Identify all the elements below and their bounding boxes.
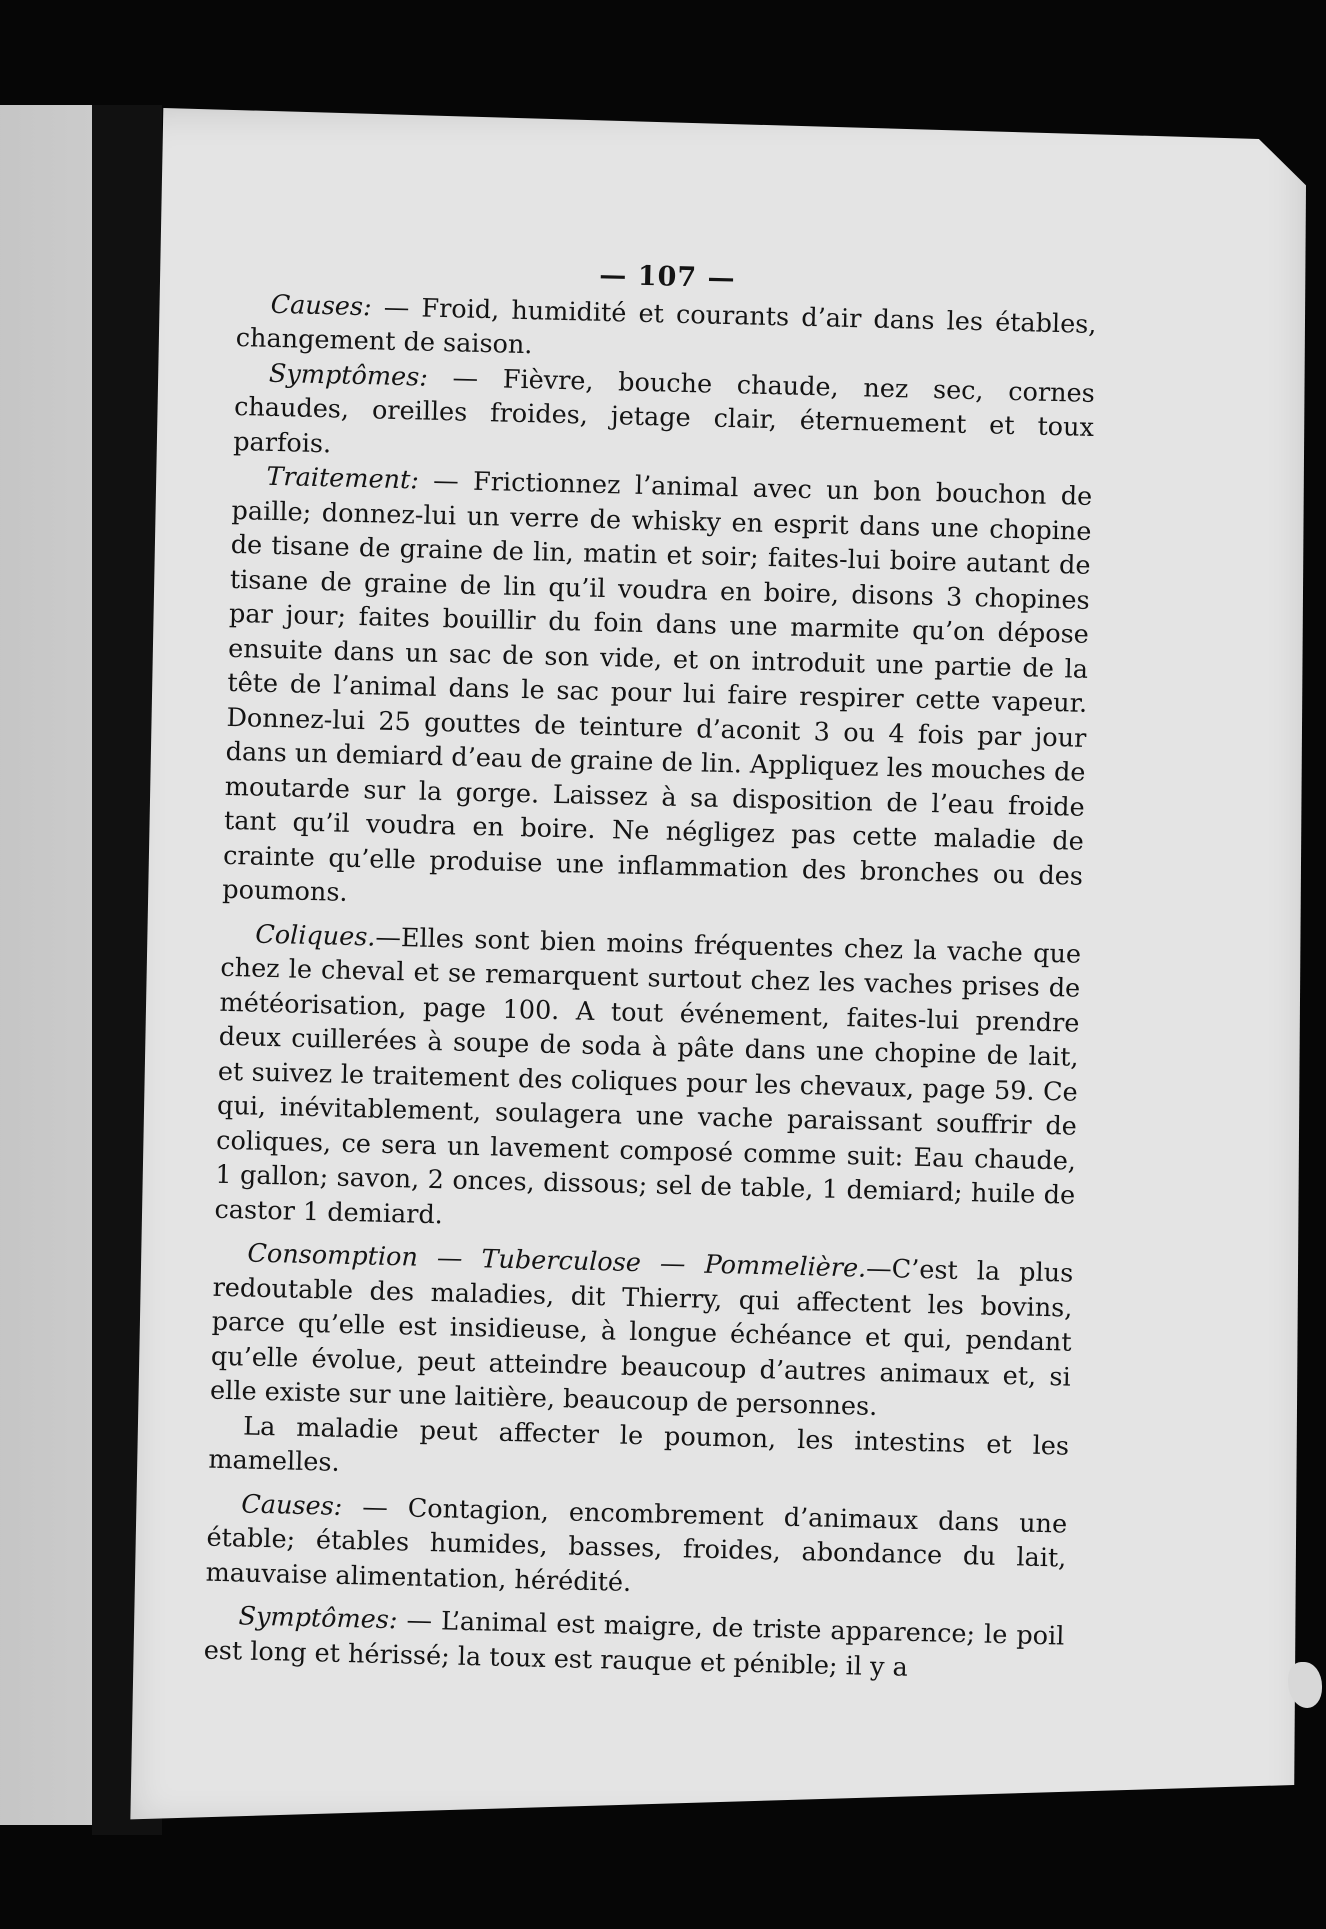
paragraph-consomption bbox=[210, 1236, 1074, 1429]
paragraph-label: Coliques. bbox=[254, 919, 376, 953]
paragraph-label: Causes: bbox=[270, 289, 373, 322]
paragraph-label: Traitement: bbox=[266, 461, 420, 496]
paragraph-causes-2 bbox=[205, 1486, 1067, 1610]
paragraph-text: — Froid, humidité et courants d’air dans les étables, changement de saison. bbox=[235, 291, 1097, 361]
page-number: — 107 — bbox=[599, 259, 736, 295]
paragraph-text: —C’est la plus redoutable des maladies, dit Thierry, qui affectent les bovins, parce qu’elle est insidieuse, à longue échéance et qui, pendant qu’elle évolue, peut atteindre beaucoup d’autres animaux et, si elle existe sur une laitière, beaucoup de personnes. bbox=[209, 1253, 1074, 1422]
paragraph-label: Symptômes: bbox=[268, 358, 429, 393]
paragraph-label: Causes: bbox=[240, 1488, 343, 1522]
paragraph-text: — Contagion, encombrement d’animaux dans une étable; étables humides, basses, froides, abondance du lait, mauvaise alimentation, hérédité. bbox=[205, 1491, 1068, 1598]
paragraph-label: Consomption — Tuberculose — Pommelière. bbox=[247, 1238, 867, 1284]
paragraph-label: Symptômes: bbox=[238, 1601, 398, 1636]
paragraph-text: — Frictionnez l’animal avec un bon bouchon de paille; donnez-lui un verre de whisky en esprit dans une chopine de tisane de graine de lin, matin et soir; faites-lui boire autant de tisane de graine de lin qu’il voudra en boire, disons 3 chopines par jour; faites bouillir du foin dans une marmite qu’on dépose ensuite dans un sac de son vide, et on introduit une partie de la tête de l’animal dans le sac pour lui faire respirer cette vapeur. Donnez-lui 25 gouttes de teinture d’aconit 3 ou 4 fois par jour dans un demiard d’eau de graine de lin. Appliquez les mouches de moutarde sur la gorge. Laissez à sa disposition de l’eau froide tant qu’il voudra en boire. Ne négligez pas cette maladie de crainte qu’elle produise une inflammation des bronches ou des poumons. bbox=[221, 465, 1093, 908]
paragraph-coliques bbox=[214, 916, 1081, 1247]
paragraph-text: —Elles sont bien moins fréquentes chez la vache que chez le cheval et se remarquent surtout chez les vaches prises de météorisation, page 100. A tout événement, faites-lui prendre deux cuillerées à soupe de soda à pâte dans une chopine de lait, et suivez le traitement des coliques pour les chevaux, page 59. Ce qui, inévitablement, soulagera une vache paraissant souffrir de coliques, ce sera un lavement composé comme suit: Eau chaude, 1 gallon; savon, 2 onces, dissous; sel de table, 1 demiard; huile de castor 1 demiard. bbox=[214, 922, 1082, 1230]
page-text-block bbox=[203, 250, 1097, 1689]
paragraph-traitement bbox=[222, 459, 1093, 928]
paragraph-text: — L’animal est maigre, de triste apparence; le poil est long et hérissé; la toux est rauque et pénible; il y a bbox=[203, 1605, 1065, 1683]
paragraph-text: La maladie peut affecter le poumon, les intestins et les mamelles. bbox=[208, 1410, 1070, 1478]
paragraph-text: — Fièvre, bouche chaude, nez sec, cornes chaudes, oreilles froides, jetage clair, éternuement et toux parfois. bbox=[232, 362, 1096, 459]
